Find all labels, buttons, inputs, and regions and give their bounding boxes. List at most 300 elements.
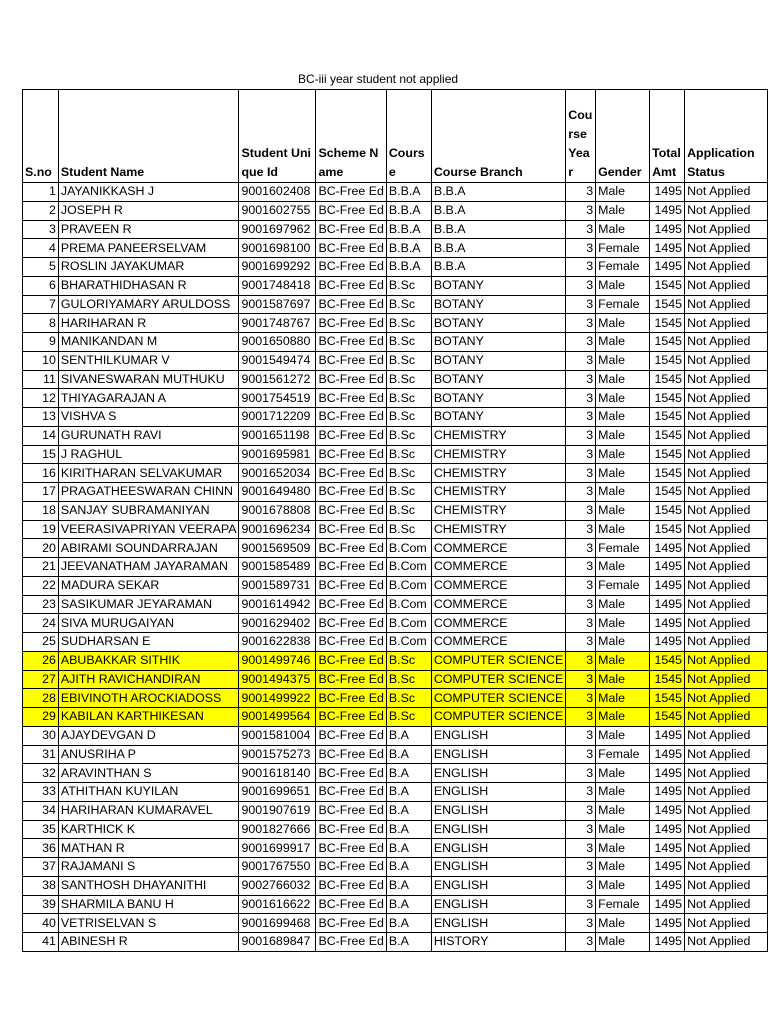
- cell-course: B.A: [386, 839, 431, 858]
- cell-student-name: JEEVANATHAM JAYARAMAN: [58, 558, 239, 577]
- cell-course-year: 3: [566, 351, 596, 370]
- cell-gender: Female: [596, 745, 650, 764]
- cell-course-year: 3: [566, 933, 596, 952]
- header-course: Course: [386, 90, 431, 183]
- cell-course: B.Com: [386, 558, 431, 577]
- cell-course: B.Sc: [386, 426, 431, 445]
- cell-student-unique-id: 9001618140: [239, 764, 316, 783]
- cell-student-name: SUDHARSAN E: [58, 633, 239, 652]
- cell-application-status: Not Applied: [685, 576, 768, 595]
- table-row: [23, 914, 768, 933]
- cell-student-name: SIVANESWARAN MUTHUKU: [58, 370, 239, 389]
- cell-gender: Male: [596, 933, 650, 952]
- header-scheme-name: Scheme Name: [316, 90, 386, 183]
- cell-scheme-name: BC-Free Ed: [316, 201, 386, 220]
- table-row: [23, 595, 768, 614]
- cell-course: B.Com: [386, 595, 431, 614]
- cell-total-amt: 1495: [650, 839, 685, 858]
- cell-sno: 39: [23, 895, 59, 914]
- header-course-year: Course Year: [566, 90, 596, 183]
- cell-sno: 38: [23, 876, 59, 895]
- cell-total-amt: 1495: [650, 783, 685, 802]
- cell-student-name: SIVA MURUGAIYAN: [58, 614, 239, 633]
- cell-course-year: 3: [566, 408, 596, 427]
- cell-gender: Male: [596, 708, 650, 727]
- cell-application-status: Not Applied: [685, 914, 768, 933]
- cell-scheme-name: BC-Free Ed: [316, 220, 386, 239]
- cell-course-branch: ENGLISH: [431, 764, 565, 783]
- cell-application-status: Not Applied: [685, 558, 768, 577]
- cell-student-unique-id: 9001587697: [239, 295, 316, 314]
- cell-sno: 22: [23, 576, 59, 595]
- cell-course: B.A: [386, 820, 431, 839]
- cell-course: B.Com: [386, 614, 431, 633]
- cell-student-unique-id: 9001697962: [239, 220, 316, 239]
- cell-student-unique-id: 9001767550: [239, 858, 316, 877]
- cell-gender: Male: [596, 520, 650, 539]
- cell-sno: 34: [23, 801, 59, 820]
- cell-application-status: Not Applied: [685, 258, 768, 277]
- cell-course-year: 3: [566, 689, 596, 708]
- cell-gender: Male: [596, 276, 650, 295]
- cell-gender: Male: [596, 876, 650, 895]
- cell-course: B.Sc: [386, 333, 431, 352]
- cell-total-amt: 1545: [650, 520, 685, 539]
- cell-application-status: Not Applied: [685, 370, 768, 389]
- table-row: [23, 839, 768, 858]
- cell-application-status: Not Applied: [685, 651, 768, 670]
- cell-total-amt: 1495: [650, 858, 685, 877]
- cell-scheme-name: BC-Free Ed: [316, 295, 386, 314]
- header-sno: S.no: [23, 90, 59, 183]
- cell-course: B.Sc: [386, 464, 431, 483]
- cell-application-status: Not Applied: [685, 314, 768, 333]
- cell-course-branch: ENGLISH: [431, 820, 565, 839]
- cell-course: B.A: [386, 933, 431, 952]
- cell-student-name: GURUNATH RAVI: [58, 426, 239, 445]
- cell-total-amt: 1545: [650, 464, 685, 483]
- cell-student-unique-id: 9001499564: [239, 708, 316, 727]
- cell-sno: 12: [23, 389, 59, 408]
- cell-course-branch: B.B.A: [431, 220, 565, 239]
- cell-total-amt: 1545: [650, 351, 685, 370]
- cell-total-amt: 1495: [650, 239, 685, 258]
- cell-student-unique-id: 9001616622: [239, 895, 316, 914]
- cell-total-amt: 1495: [650, 914, 685, 933]
- cell-gender: Male: [596, 483, 650, 502]
- cell-gender: Male: [596, 351, 650, 370]
- cell-application-status: Not Applied: [685, 633, 768, 652]
- table-row: [23, 276, 768, 295]
- cell-gender: Male: [596, 783, 650, 802]
- cell-course-year: 3: [566, 558, 596, 577]
- cell-gender: Male: [596, 726, 650, 745]
- cell-application-status: Not Applied: [685, 445, 768, 464]
- cell-student-unique-id: 9001827666: [239, 820, 316, 839]
- cell-application-status: Not Applied: [685, 689, 768, 708]
- cell-scheme-name: BC-Free Ed: [316, 426, 386, 445]
- cell-student-unique-id: 9001602755: [239, 201, 316, 220]
- cell-application-status: Not Applied: [685, 295, 768, 314]
- cell-scheme-name: BC-Free Ed: [316, 370, 386, 389]
- cell-gender: Male: [596, 389, 650, 408]
- cell-student-unique-id: 9001748767: [239, 314, 316, 333]
- cell-gender: Male: [596, 370, 650, 389]
- cell-student-name: BHARATHIDHASAN R: [58, 276, 239, 295]
- cell-gender: Female: [596, 539, 650, 558]
- cell-course-branch: COMPUTER SCIENCE: [431, 651, 565, 670]
- cell-course-branch: COMPUTER SCIENCE: [431, 670, 565, 689]
- cell-course-year: 3: [566, 464, 596, 483]
- cell-scheme-name: BC-Free Ed: [316, 520, 386, 539]
- cell-sno: 15: [23, 445, 59, 464]
- header-student-name: Student Name: [58, 90, 239, 183]
- cell-scheme-name: BC-Free Ed: [316, 933, 386, 952]
- cell-total-amt: 1495: [650, 726, 685, 745]
- cell-total-amt: 1495: [650, 539, 685, 558]
- cell-scheme-name: BC-Free Ed: [316, 614, 386, 633]
- cell-scheme-name: BC-Free Ed: [316, 389, 386, 408]
- cell-course-branch: CHEMISTRY: [431, 483, 565, 502]
- cell-course-branch: ENGLISH: [431, 801, 565, 820]
- cell-student-unique-id: 9001678808: [239, 501, 316, 520]
- cell-course: B.Sc: [386, 708, 431, 727]
- cell-gender: Male: [596, 558, 650, 577]
- cell-application-status: Not Applied: [685, 408, 768, 427]
- cell-course-branch: B.B.A: [431, 239, 565, 258]
- cell-student-name: ARAVINTHAN S: [58, 764, 239, 783]
- cell-student-unique-id: 9001748418: [239, 276, 316, 295]
- cell-total-amt: 1545: [650, 670, 685, 689]
- cell-course-branch: BOTANY: [431, 295, 565, 314]
- cell-scheme-name: BC-Free Ed: [316, 858, 386, 877]
- cell-course: B.Sc: [386, 295, 431, 314]
- cell-student-unique-id: 9001589731: [239, 576, 316, 595]
- cell-course-year: 3: [566, 239, 596, 258]
- cell-course-year: 3: [566, 783, 596, 802]
- header-course-branch: Course Branch: [431, 90, 565, 183]
- cell-sno: 35: [23, 820, 59, 839]
- table-row: [23, 201, 768, 220]
- cell-student-unique-id: 9001499922: [239, 689, 316, 708]
- cell-sno: 16: [23, 464, 59, 483]
- cell-student-name: ABINESH R: [58, 933, 239, 952]
- cell-scheme-name: BC-Free Ed: [316, 726, 386, 745]
- cell-course-year: 3: [566, 876, 596, 895]
- cell-course-year: 3: [566, 858, 596, 877]
- cell-course-branch: CHEMISTRY: [431, 520, 565, 539]
- cell-application-status: Not Applied: [685, 520, 768, 539]
- cell-sno: 3: [23, 220, 59, 239]
- cell-scheme-name: BC-Free Ed: [316, 820, 386, 839]
- cell-sno: 23: [23, 595, 59, 614]
- cell-application-status: Not Applied: [685, 708, 768, 727]
- cell-course-branch: ENGLISH: [431, 745, 565, 764]
- cell-course: B.A: [386, 914, 431, 933]
- cell-course-year: 3: [566, 764, 596, 783]
- cell-sno: 1: [23, 183, 59, 202]
- cell-course-year: 3: [566, 614, 596, 633]
- cell-total-amt: 1545: [650, 389, 685, 408]
- header-row: [23, 90, 768, 183]
- cell-total-amt: 1495: [650, 764, 685, 783]
- cell-course-branch: COMMERCE: [431, 633, 565, 652]
- header-total-amt: Total Amt: [650, 90, 685, 183]
- cell-scheme-name: BC-Free Ed: [316, 670, 386, 689]
- cell-student-name: J RAGHUL: [58, 445, 239, 464]
- cell-student-unique-id: 9001622838: [239, 633, 316, 652]
- sheet-title: BC-iii year student not applied: [297, 72, 459, 86]
- table-row: [23, 314, 768, 333]
- cell-student-name: ABIRAMI SOUNDARRAJAN: [58, 539, 239, 558]
- table-row: [23, 783, 768, 802]
- cell-course-branch: B.B.A: [431, 183, 565, 202]
- cell-sno: 6: [23, 276, 59, 295]
- cell-student-name: AJAYDEVGAN D: [58, 726, 239, 745]
- cell-course: B.A: [386, 801, 431, 820]
- cell-student-name: SANJAY SUBRAMANIYAN: [58, 501, 239, 520]
- table-row: [23, 426, 768, 445]
- cell-student-name: AJITH RAVICHANDIRAN: [58, 670, 239, 689]
- cell-gender: Female: [596, 895, 650, 914]
- cell-sno: 28: [23, 689, 59, 708]
- table-row: [23, 633, 768, 652]
- cell-course-branch: COMPUTER SCIENCE: [431, 708, 565, 727]
- table-row: [23, 801, 768, 820]
- table-row: [23, 501, 768, 520]
- cell-sno: 36: [23, 839, 59, 858]
- cell-student-name: KABILAN KARTHIKESAN: [58, 708, 239, 727]
- cell-total-amt: 1495: [650, 595, 685, 614]
- cell-sno: 13: [23, 408, 59, 427]
- table-row: [23, 333, 768, 352]
- cell-course: B.Sc: [386, 408, 431, 427]
- cell-application-status: Not Applied: [685, 839, 768, 858]
- cell-course: B.A: [386, 858, 431, 877]
- table-row: [23, 258, 768, 277]
- student-table: [22, 89, 768, 952]
- cell-gender: Male: [596, 633, 650, 652]
- cell-student-name: MANIKANDAN M: [58, 333, 239, 352]
- cell-scheme-name: BC-Free Ed: [316, 258, 386, 277]
- cell-gender: Male: [596, 914, 650, 933]
- cell-sno: 37: [23, 858, 59, 877]
- cell-student-unique-id: 9001549474: [239, 351, 316, 370]
- cell-student-unique-id: 9001649480: [239, 483, 316, 502]
- cell-course-branch: ENGLISH: [431, 839, 565, 858]
- cell-student-unique-id: 9001699917: [239, 839, 316, 858]
- cell-total-amt: 1495: [650, 895, 685, 914]
- cell-gender: Male: [596, 314, 650, 333]
- cell-sno: 14: [23, 426, 59, 445]
- cell-course-year: 3: [566, 183, 596, 202]
- cell-scheme-name: BC-Free Ed: [316, 333, 386, 352]
- cell-sno: 9: [23, 333, 59, 352]
- cell-sno: 29: [23, 708, 59, 727]
- cell-sno: 21: [23, 558, 59, 577]
- cell-course-branch: CHEMISTRY: [431, 445, 565, 464]
- cell-course: B.Sc: [386, 314, 431, 333]
- cell-application-status: Not Applied: [685, 239, 768, 258]
- cell-course-year: 3: [566, 539, 596, 558]
- cell-course-year: 3: [566, 220, 596, 239]
- cell-total-amt: 1545: [650, 314, 685, 333]
- cell-gender: Male: [596, 426, 650, 445]
- cell-student-name: SENTHILKUMAR V: [58, 351, 239, 370]
- cell-course-year: 3: [566, 389, 596, 408]
- table-row: [23, 876, 768, 895]
- cell-course-branch: ENGLISH: [431, 914, 565, 933]
- cell-course: B.B.A: [386, 201, 431, 220]
- cell-gender: Male: [596, 445, 650, 464]
- table-row: [23, 670, 768, 689]
- cell-course: B.Com: [386, 576, 431, 595]
- cell-sno: 27: [23, 670, 59, 689]
- cell-course-branch: CHEMISTRY: [431, 426, 565, 445]
- cell-student-unique-id: 9001689847: [239, 933, 316, 952]
- cell-scheme-name: BC-Free Ed: [316, 651, 386, 670]
- cell-course: B.Com: [386, 633, 431, 652]
- cell-student-unique-id: 9001569509: [239, 539, 316, 558]
- cell-course: B.A: [386, 895, 431, 914]
- table-row: [23, 539, 768, 558]
- cell-student-name: ATHITHAN KUYILAN: [58, 783, 239, 802]
- cell-total-amt: 1495: [650, 576, 685, 595]
- cell-course-branch: COMMERCE: [431, 614, 565, 633]
- cell-sno: 24: [23, 614, 59, 633]
- cell-course-branch: BOTANY: [431, 389, 565, 408]
- cell-course: B.Sc: [386, 520, 431, 539]
- cell-course-branch: HISTORY: [431, 933, 565, 952]
- cell-student-name: MADURA SEKAR: [58, 576, 239, 595]
- cell-application-status: Not Applied: [685, 539, 768, 558]
- cell-application-status: Not Applied: [685, 745, 768, 764]
- cell-course-branch: BOTANY: [431, 333, 565, 352]
- cell-scheme-name: BC-Free Ed: [316, 539, 386, 558]
- cell-sno: 8: [23, 314, 59, 333]
- cell-application-status: Not Applied: [685, 389, 768, 408]
- cell-total-amt: 1495: [650, 558, 685, 577]
- cell-gender: Male: [596, 670, 650, 689]
- cell-course-year: 3: [566, 426, 596, 445]
- cell-student-name: PREMA PANEERSELVAM: [58, 239, 239, 258]
- cell-course: B.Sc: [386, 689, 431, 708]
- cell-course-branch: CHEMISTRY: [431, 464, 565, 483]
- cell-scheme-name: BC-Free Ed: [316, 408, 386, 427]
- cell-student-name: KIRITHARAN SELVAKUMAR: [58, 464, 239, 483]
- cell-total-amt: 1495: [650, 933, 685, 952]
- cell-sno: 41: [23, 933, 59, 952]
- cell-student-unique-id: 9001699292: [239, 258, 316, 277]
- table-row: [23, 858, 768, 877]
- cell-course-year: 3: [566, 839, 596, 858]
- cell-course-year: 3: [566, 576, 596, 595]
- cell-scheme-name: BC-Free Ed: [316, 351, 386, 370]
- cell-student-unique-id: 9001754519: [239, 389, 316, 408]
- cell-total-amt: 1495: [650, 220, 685, 239]
- cell-course-branch: COMMERCE: [431, 558, 565, 577]
- cell-student-unique-id: 9001629402: [239, 614, 316, 633]
- table-row: [23, 183, 768, 202]
- cell-scheme-name: BC-Free Ed: [316, 464, 386, 483]
- cell-student-name: THIYAGARAJAN A: [58, 389, 239, 408]
- cell-course-branch: ENGLISH: [431, 876, 565, 895]
- cell-course-year: 3: [566, 370, 596, 389]
- cell-total-amt: 1495: [650, 876, 685, 895]
- cell-course-branch: CHEMISTRY: [431, 501, 565, 520]
- cell-student-name: SASIKUMAR JEYARAMAN: [58, 595, 239, 614]
- cell-course-branch: BOTANY: [431, 314, 565, 333]
- table-row: [23, 389, 768, 408]
- cell-student-name: HARIHARAN KUMARAVEL: [58, 801, 239, 820]
- cell-total-amt: 1545: [650, 708, 685, 727]
- cell-application-status: Not Applied: [685, 426, 768, 445]
- cell-course: B.Sc: [386, 276, 431, 295]
- cell-student-name: VEERASIVAPRIYAN VEERAPA: [58, 520, 239, 539]
- cell-application-status: Not Applied: [685, 726, 768, 745]
- table-row: [23, 614, 768, 633]
- cell-scheme-name: BC-Free Ed: [316, 689, 386, 708]
- table-row: [23, 370, 768, 389]
- cell-total-amt: 1545: [650, 370, 685, 389]
- cell-scheme-name: BC-Free Ed: [316, 558, 386, 577]
- table-row: [23, 933, 768, 952]
- cell-scheme-name: BC-Free Ed: [316, 595, 386, 614]
- cell-sno: 26: [23, 651, 59, 670]
- cell-course-branch: BOTANY: [431, 351, 565, 370]
- cell-scheme-name: BC-Free Ed: [316, 708, 386, 727]
- cell-application-status: Not Applied: [685, 820, 768, 839]
- table-row: [23, 239, 768, 258]
- cell-course-year: 3: [566, 501, 596, 520]
- cell-sno: 11: [23, 370, 59, 389]
- cell-sno: 40: [23, 914, 59, 933]
- cell-total-amt: 1545: [650, 689, 685, 708]
- cell-course-branch: COMMERCE: [431, 576, 565, 595]
- cell-application-status: Not Applied: [685, 876, 768, 895]
- table-row: [23, 651, 768, 670]
- cell-scheme-name: BC-Free Ed: [316, 876, 386, 895]
- cell-student-unique-id: 9001581004: [239, 726, 316, 745]
- cell-course: B.Sc: [386, 445, 431, 464]
- cell-course: B.A: [386, 876, 431, 895]
- cell-scheme-name: BC-Free Ed: [316, 633, 386, 652]
- cell-gender: Male: [596, 820, 650, 839]
- cell-course-branch: BOTANY: [431, 408, 565, 427]
- cell-student-name: RAJAMANI S: [58, 858, 239, 877]
- cell-gender: Female: [596, 239, 650, 258]
- table-row: [23, 295, 768, 314]
- cell-course-year: 3: [566, 745, 596, 764]
- cell-application-status: Not Applied: [685, 895, 768, 914]
- cell-student-unique-id: 9002766032: [239, 876, 316, 895]
- cell-application-status: Not Applied: [685, 801, 768, 820]
- cell-application-status: Not Applied: [685, 595, 768, 614]
- table-row: [23, 445, 768, 464]
- cell-course-year: 3: [566, 895, 596, 914]
- cell-gender: Male: [596, 764, 650, 783]
- cell-course: B.Sc: [386, 351, 431, 370]
- cell-course-year: 3: [566, 314, 596, 333]
- cell-sno: 31: [23, 745, 59, 764]
- cell-sno: 30: [23, 726, 59, 745]
- cell-course: B.A: [386, 745, 431, 764]
- cell-sno: 2: [23, 201, 59, 220]
- cell-scheme-name: BC-Free Ed: [316, 239, 386, 258]
- cell-student-name: SANTHOSH DHAYANITHI: [58, 876, 239, 895]
- cell-application-status: Not Applied: [685, 333, 768, 352]
- cell-total-amt: 1495: [650, 801, 685, 820]
